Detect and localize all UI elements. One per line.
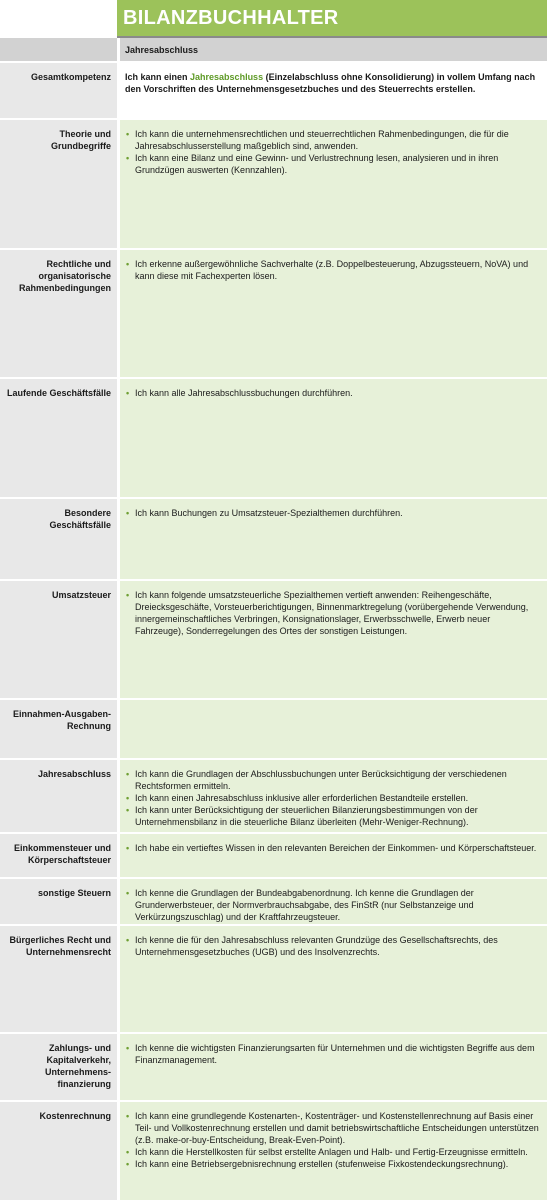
einkommensteuer-row: [0, 834, 547, 877]
bullet-list: [125, 258, 539, 282]
row-content: [120, 834, 547, 877]
bullet-item: • Ich kann eine Bilanz und eine Gewinn- und Verlustrechnung lesen, analysieren und in ihren Grundzügen auswerten (Kennzahlen).: [125, 152, 539, 176]
gesamtkompetenz-text-pre: Ich kann einen: [125, 72, 191, 82]
page-title: BILANZBUCHHALTER: [123, 7, 339, 29]
row-label: Theorie und Grundbegriffe: [0, 120, 117, 248]
bullet-list: [125, 589, 539, 637]
umsatzsteuer-row: [0, 581, 547, 698]
bullet-item: • Ich kann eine grundlegende Kostenarten-, Kostenträger- und Kostenstellenrechnung auf Basis einer Teil- und Vollkostenrechnung erstellen und damit betriebswirtschaftliche Entscheidungen unterstützen (z.B. make-or-buy-Entscheidung, Break-Even-Point).: [125, 1110, 539, 1146]
rechtliche-row: [0, 250, 547, 377]
laufende-row: [0, 379, 547, 497]
header-content: Jahresabschluss: [120, 38, 547, 61]
header-row: [0, 38, 547, 61]
row-content: [120, 1102, 547, 1200]
row-content: [120, 499, 547, 579]
row-label: Laufende Geschäftsfälle: [0, 379, 117, 497]
row-label: Besondere Geschäftsfälle: [0, 499, 117, 579]
row-content: [120, 926, 547, 1032]
gesamtkompetenz-text-post: (Einzelabschluss ohne Konsolidierung) in vollem Umfang nach den Vorschriften des Unternehmensgesetzbuches und des Steuerrechts erstellen.: [125, 72, 536, 94]
bullet-item: • Ich kann die Herstellkosten für selbst erstellte Anlagen und Halb- und Fertig-Erzeugnisse ermitteln.: [125, 1146, 539, 1158]
row-content: [120, 700, 547, 758]
title-banner: [117, 0, 547, 36]
bullet-item: • Ich kann eine Betriebsergebnisrechnung erstellen (stufenweise Fixkostendeckungsrechnung).: [125, 1158, 539, 1170]
bullet-item: • Ich kenne die Grundlagen der Bundeabgabenordnung. Ich kenne die Grundlagen der Grunderwerbsteuer, der Normverbrauchsabgabe, des FinStR (nur Selbstanzeige und Verkürzungszuschlag) und der Kraftfahrzeugsteuer.: [125, 887, 539, 923]
row-label: Rechtliche und organisatorische Rahmenbedingungen: [0, 250, 117, 377]
row-content: [120, 1034, 547, 1100]
bullet-item: • Ich kann einen Jahresabschluss inklusive aller erforderlichen Bestandteile erstellen.: [125, 792, 539, 804]
bullet-list: [125, 507, 539, 519]
bullet-list: [125, 1110, 539, 1170]
row-label: Einnahmen-Ausgaben-Rechnung: [0, 700, 117, 758]
title-left-spacer: [0, 0, 117, 36]
bullet-list: [125, 934, 539, 958]
row-label: sonstige Steuern: [0, 879, 117, 924]
bullet-list: [125, 768, 539, 828]
bullet-item: • Ich kann unter Berücksichtigung der steuerlichen Bilanzierungsbestimmungen von der Unternehmensbilanz in die steuerliche Bilanz überleiten (Mehr-Weniger-Rechnung).: [125, 804, 539, 828]
theorie-row: [0, 120, 547, 248]
row-content: [120, 120, 547, 248]
bullet-list: [125, 842, 539, 854]
row-content: [120, 250, 547, 377]
gesamtkompetenz-highlight: Jahresabschluss: [190, 72, 264, 82]
bullet-item: • Ich kann folgende umsatzsteuerliche Spezialthemen vertieft anwenden: Reihengeschäfte, Dreiecksgeschäfte, Vorsteuerberichtigungen, Binnenmarktregelung (vorübergehende Verwendung, innergemeinschaftliches Verbringen, Konsignationslager, Erwerbsschwelle, Erwerb neuer Fahrzeuge), Sonderregelungen des Ortes der sonstigen Leistungen.: [125, 589, 539, 637]
bullet-list: [125, 387, 539, 399]
title-bar: [0, 0, 547, 36]
bullet-list: [125, 887, 539, 923]
zahlungsverkehr-row: [0, 1034, 547, 1100]
bullet-item: • Ich erkenne außergewöhnliche Sachverhalte (z.B. Doppelbesteuerung, Abzugssteuern, NoVA) und kann diese mit Fachexperten lösen.: [125, 258, 539, 282]
bullet-item: • Ich kenne die für den Jahresabschluss relevanten Grundzüge des Gesellschaftsrechts, des Unternehmensgesetzbuches (UGB) und des Insolvenzrechts.: [125, 934, 539, 958]
jahresabschluss-row: [0, 760, 547, 832]
row-label: Jahresabschluss: [0, 760, 117, 832]
row-content: [120, 760, 547, 832]
bullet-item: • Ich kann die Grundlagen der Abschlussbuchungen unter Berücksichtigung der verschiedenen Rechtsformen ermitteln.: [125, 768, 539, 792]
bullet-item: • Ich kann Buchungen zu Umsatzsteuer-Spezialthemen durchführen.: [125, 507, 539, 519]
kostenrechnung-row: [0, 1102, 547, 1200]
bullet-item: • Ich kann alle Jahresabschlussbuchungen durchführen.: [125, 387, 539, 399]
bullet-item: • Ich kann die unternehmensrechtlichen und steuerrechtlichen Rahmenbedingungen, die für die Jahresabschlusserstellung maßgeblich sind, anwenden.: [125, 128, 539, 152]
header-label: [0, 38, 117, 61]
sonstige-steuern-row: [0, 879, 547, 924]
row-content: [120, 879, 547, 924]
buergerliches-recht-row: [0, 926, 547, 1032]
einnahmen-ausgaben-row: [0, 700, 547, 758]
besondere-row: [0, 499, 547, 579]
bullet-list: [125, 1042, 539, 1066]
row-label: Bürgerliches Recht und Unternehmensrecht: [0, 926, 117, 1032]
bullet-item: • Ich habe ein vertieftes Wissen in den relevanten Bereichen der Einkommen- und Körperschaftsteuer.: [125, 842, 539, 854]
bullet-list: [125, 128, 539, 176]
gesamtkompetenz-text: [120, 63, 547, 118]
bullet-item: • Ich kenne die wichtigsten Finanzierungsarten für Unternehmen und die wichtigsten Begriffe aus dem Finanzmanagement.: [125, 1042, 539, 1066]
row-content: [120, 581, 547, 698]
gesamtkompetenz-label: Gesamtkompetenz: [0, 63, 117, 118]
row-label: Zahlungs- und Kapitalverkehr, Unternehmens-finanzierung: [0, 1034, 117, 1100]
row-label: Einkommensteuer und Körperschaftsteuer: [0, 834, 117, 877]
row-label: Kostenrechnung: [0, 1102, 117, 1200]
row-label: Umsatzsteuer: [0, 581, 117, 698]
gesamtkompetenz-row: [0, 63, 547, 118]
row-content: [120, 379, 547, 497]
